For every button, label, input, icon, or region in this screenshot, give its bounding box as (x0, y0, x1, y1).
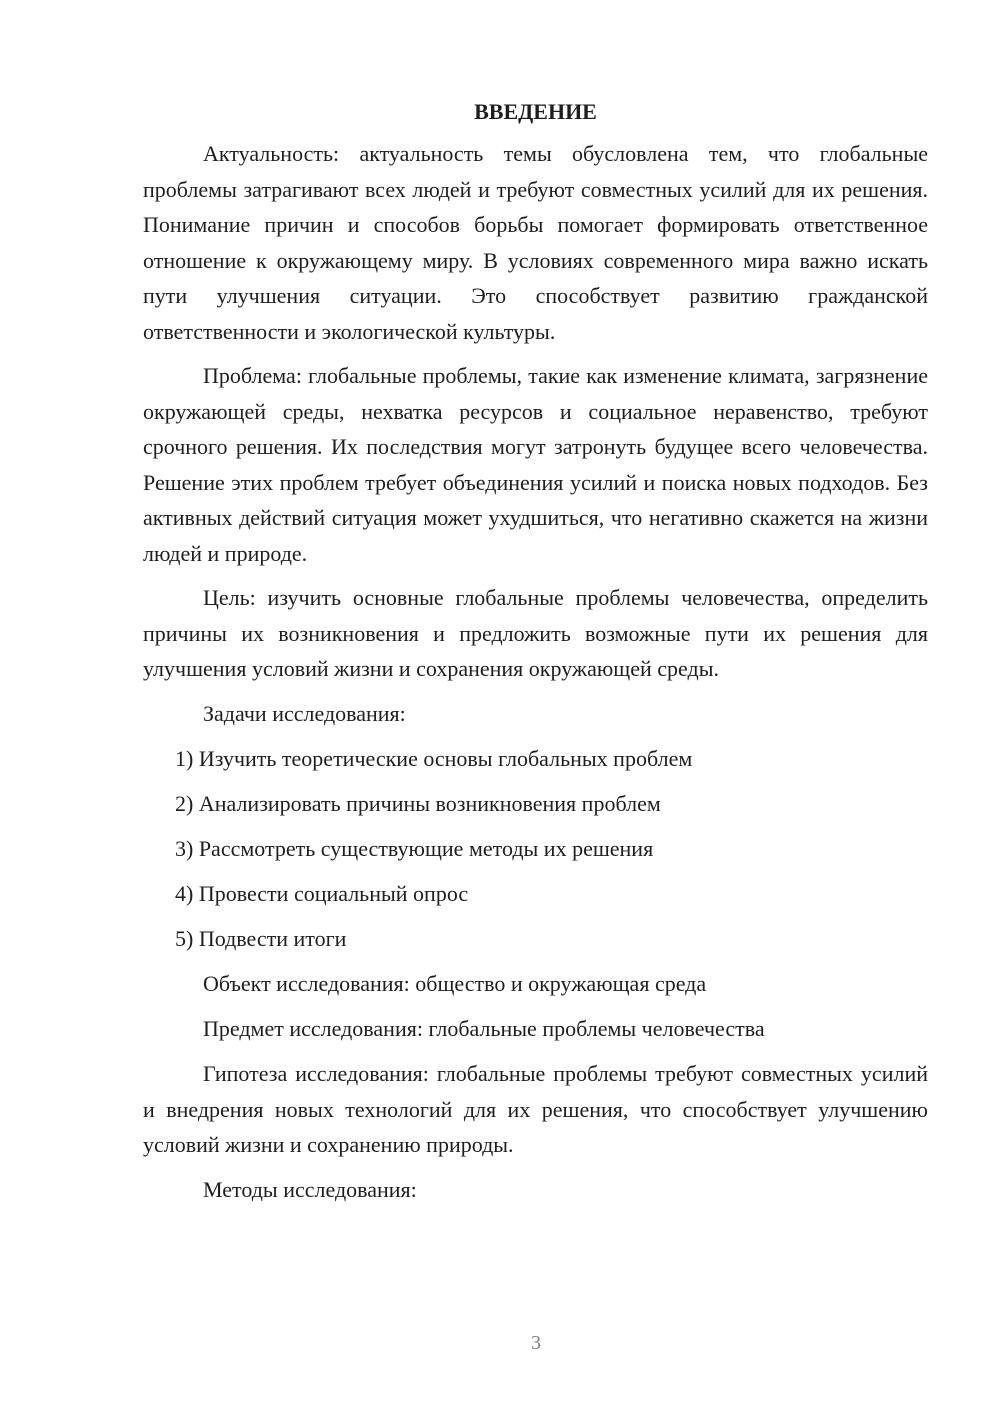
page-title: ВВЕДЕНИЕ (474, 99, 597, 124)
list-item: 2) Анализировать причины возникновения проблем (175, 790, 661, 816)
methods-heading: Методы исследования: (203, 1176, 417, 1202)
hypothesis-paragraph: Гипотеза исследования: глобальные проблемы требуют совместных усилий и внедрения новых технологий для их решения, что способствует улучшению условий жизни и сохранению природы. (143, 1061, 928, 1158)
page-number: 3 (531, 1332, 541, 1354)
list-item: 4) Провести социальный опрос (175, 880, 469, 906)
object-line: Объект исследования: общество и окружающая среда (203, 971, 707, 997)
tasks-list (143, 741, 928, 957)
tasks-heading: Задачи исследования: (203, 700, 406, 726)
problem-paragraph: Проблема: глобальные проблемы, такие как изменение климата, загрязнение окружающей среды, нехватка ресурсов и социальное неравенство, требуют срочного решения. Их последствия могут затронуть будущее всего человечества. Решение этих проблем требует объединения усилий и поиска новых подходов. Без активных действий ситуация может ухудшиться, что негативно скажется на жизни людей и природе. (143, 363, 928, 566)
relevance-paragraph: Актуальность: актуальность темы обусловлена тем, что глобальные проблемы затрагивают всех людей и требуют совместных усилий для их решения. Понимание причин и способов борьбы помогает формировать ответственное отношение к окружающему миру. В условиях современного мира важно искать пути улучшения ситуации. Это способствует развитию гражданской ответственности и экологической культуры. (143, 141, 928, 344)
list-item: 1) Изучить теоретические основы глобальных проблем (175, 745, 693, 771)
list-item: 3) Рассмотреть существующие методы их решения (175, 835, 654, 861)
subject-line: Предмет исследования: глобальные проблемы человечества (203, 1016, 765, 1042)
document-page (143, 94, 928, 1217)
goal-paragraph: Цель: изучить основные глобальные проблемы человечества, определить причины их возникновения и предложить возможные пути их решения для улучшения условий жизни и сохранения окружающей среды. (143, 585, 928, 681)
list-item: 5) Подвести итоги (175, 925, 347, 951)
